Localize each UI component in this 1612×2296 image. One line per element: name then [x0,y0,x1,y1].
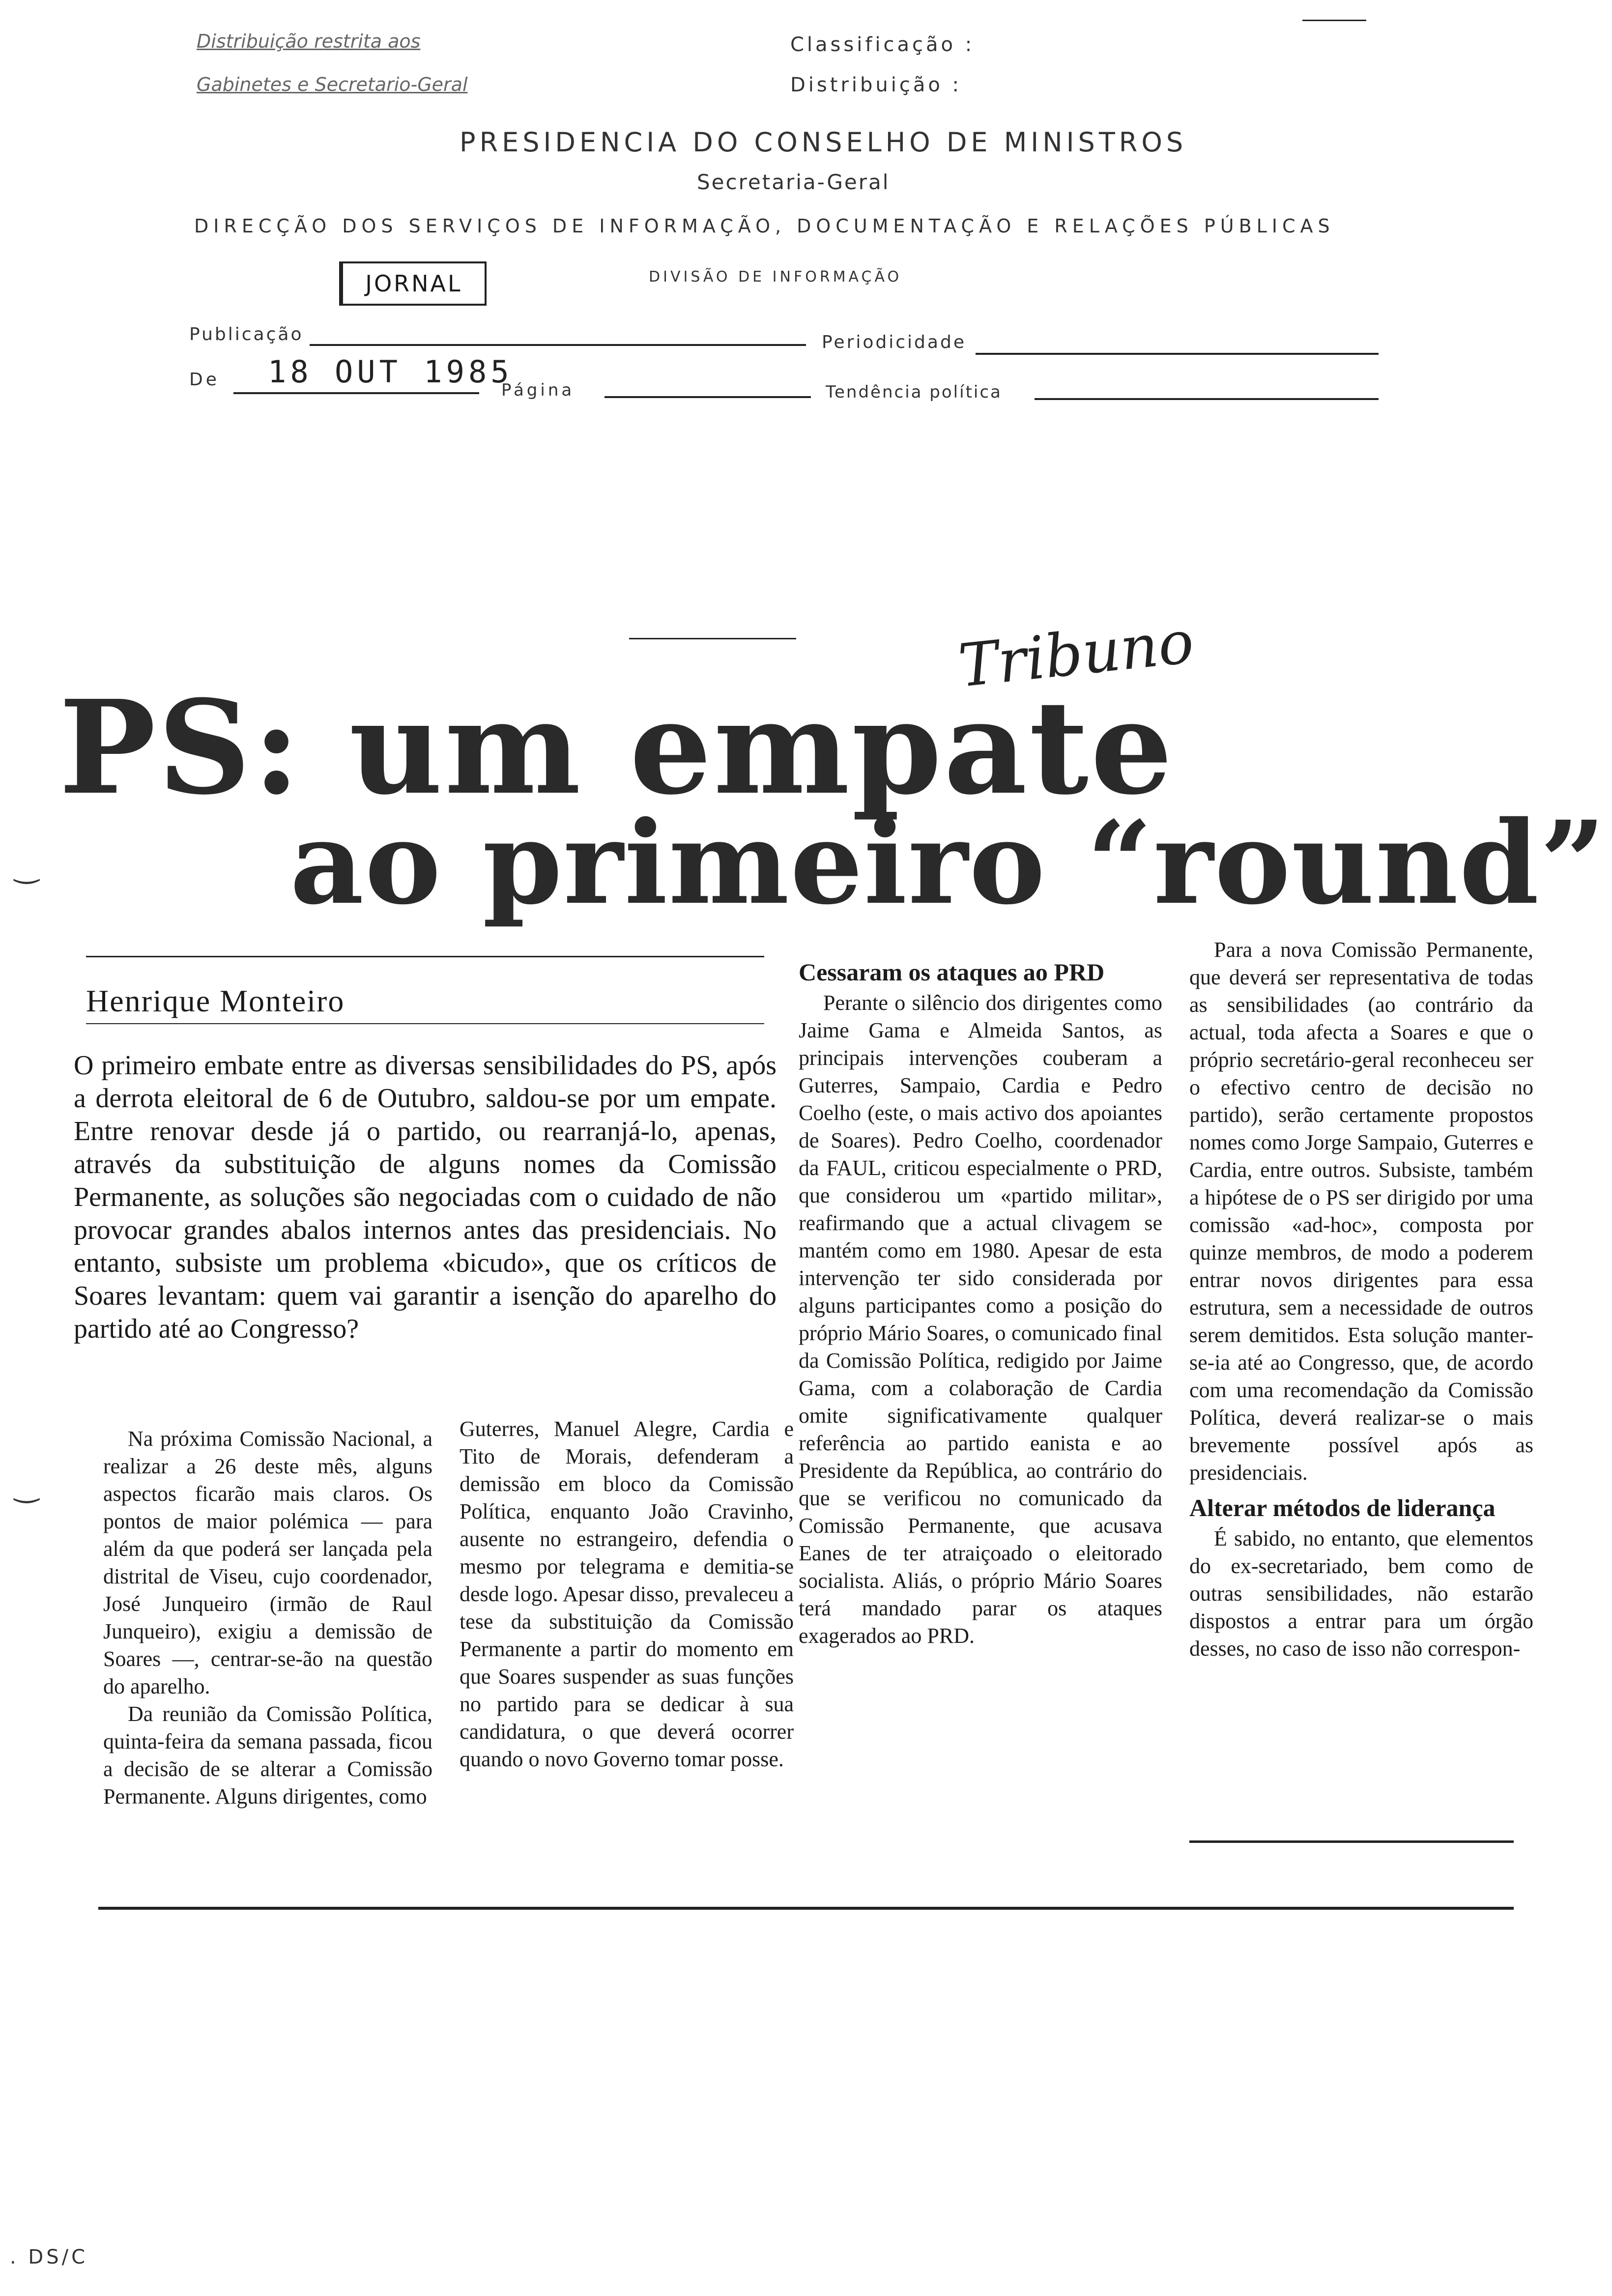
pagina-label: Página [501,380,575,400]
publicacao-line [310,344,806,346]
restricted-line-1: Distribuição restrita aos [197,30,421,52]
byline-underline [86,1023,764,1024]
col3-heading: Cessaram os ataques ao PRD [799,958,1105,986]
top-dash [1302,20,1366,21]
lead-paragraph: O primeiro embate entre as diversas sensibilidades do PS, após a derrota eleitoral de 6 de Outubro, saldou-se por um empate. Entre renovar desde já o partido, ou rearranjá-lo, apenas, através da substituição de alguns nomes da Comissão Permanente, as soluções são negociadas com o cuidado de não provocar grandes abalos internos antes das presidenciais. No entanto, subsiste um problema «bicudo», que os críticos de Soares levantam: quem vai garantir a isenção do aparelho do partido até ao Congresso? [74,1050,777,1344]
jornal-stamp-box [339,261,487,306]
publicacao-label: Publicação [189,324,304,344]
margin-mark-1: ‿ [15,851,39,884]
col4-end-rule [1189,1840,1514,1843]
periodicidade-line [976,353,1379,355]
headline-line-1: PS: um empate [59,672,1175,823]
col1-paragraph-1: Na próxima Comissão Nacional, a realizar a 26 deste mês, alguns aspectos ficarão mais claros. Os pontos de maior polémica — para além da que poderá ser lançada pela distrital de Viseu, cujo coordenador, José Junqueiro (irmão de Raul Junqueiro), exigiu a demissão de Soares —, centrar-se-ão na questão do aparelho. [103,1427,432,1698]
column-4 [1189,936,1533,1663]
col4-paragraph-2: É sabido, no entanto, que elementos do ex-secretariado, bem como de outras sensibilidades, não estarão dispostos a entrar para um órgão desses, no caso de isso não correspon- [1189,1526,1533,1661]
headline-line-2: ao primeiro “round” [290,796,1607,930]
col1-paragraph-2: Da reunião da Comissão Política, quinta-feira da semana passada, ficou a decisão de se alterar a Comissão Permanente. Alguns dirigentes, como [103,1702,432,1808]
col4-heading: Alterar métodos de liderança [1189,1494,1496,1521]
col4-paragraph-1: Para a nova Comissão Permanente, que deverá ser representativa de todas as sensibilidades (ao contrário da actual, toda afecta a Soares e que o próprio secretário-geral reconheceu ser o efectivo centro de decisão no partido), serão certamente propostos nomes como Jorge Sampaio, Guterres e Cardia, entre outros. Subsiste, também a hipótese de o PS ser dirigido por uma comissão «ad-hoc», composta por quinze membros, de modo a poderem entrar novos dirigentes para essa estrutura, sem a necessidade de outros serem demitidos. Esta solução manter-se-ia até ao Congresso, que, de acordo com uma recomendação da Comissão Política, deverá realizar-se o mais brevemente possível após as presidenciais. [1189,938,1533,1485]
margin-mark-2: ‿ [15,1470,39,1503]
byline-rule [86,956,764,957]
footer-code: . DS/C [10,2246,88,2268]
tendencia-line [1035,398,1379,400]
handwritten-note: Tribuno [955,608,1197,701]
headline-rule [629,638,796,639]
restricted-line-2: Gabinetes e Secretario-Geral [197,74,468,95]
distribuicao-label: Distribuição : [790,74,962,96]
pagina-line [604,396,811,398]
direccao-line: DIRECÇÃO DOS SERVIÇOS DE INFORMAÇÃO, DOCUMENTAÇÃO E RELAÇÕES PÚBLICAS [194,215,1335,237]
column-1 [103,1425,432,1810]
jornal-stamp: JORNAL [365,270,462,297]
de-label: De [189,370,220,390]
col2-paragraph: Guterres, Manuel Alegre, Cardia e Tito de Morais, defenderam a demissão em bloco da Comissão Política, enquanto João Cravinho, ausente no estrangeiro, defendia o mesmo por telegrama e demitia-se desde logo. Apesar disso, prevaleceu a tese da substituição da Comissão Permanente a partir do momento em que Soares suspender as suas funções no partido para se dedicar à sua candidatura, o que deverá ocorrer quando o novo Governo tomar posse. [460,1417,794,1771]
date-stamp: 18 OUT 1985 [268,354,513,390]
periodicidade-label: Periodicidade [822,332,966,352]
tendencia-label: Tendência política [826,382,1002,402]
column-3 [799,951,1162,1650]
classificacao-label: Classificação : [790,33,975,56]
divisao-label: DIVISÃO DE INFORMAÇÃO [649,268,902,286]
form-title: PRESIDENCIA DO CONSELHO DE MINISTROS [460,127,1187,158]
form-subtitle: Secretaria-Geral [697,170,890,194]
byline: Henrique Monteiro [86,983,345,1018]
bottom-rule [98,1907,1514,1910]
de-line [233,392,479,394]
col3-paragraph: Perante o silêncio dos dirigentes como Jaime Gama e Almeida Santos, as principais intervenções couberam a Guterres, Sampaio, Cardia e Pedro Coelho (este, o mais activo dos apoiantes de Soares). Pedro Coelho, coordenador da FAUL, criticou especialmente o PRD, que considerou um «partido militar», reafirmando que a actual clivagem se mantém como em 1980. Apesar de esta intervenção ter sido considerada por alguns participantes como a posição do próprio Mário Soares, o comunicado final da Comissão Política, redigido por Jaime Gama, com a colaboração de Cardia omite significativamente qualquer referência ao partido eanista e ao Presidente da República, ao contrário do que se verificou no comunicado da Comissão Permanente, que acusava Eanes de ter atraiçoado o eleitorado socialista. Aliás, o próprio Mário Soares terá mandado parar os ataques exagerados ao PRD. [799,991,1162,1648]
column-2 [460,1415,794,1773]
